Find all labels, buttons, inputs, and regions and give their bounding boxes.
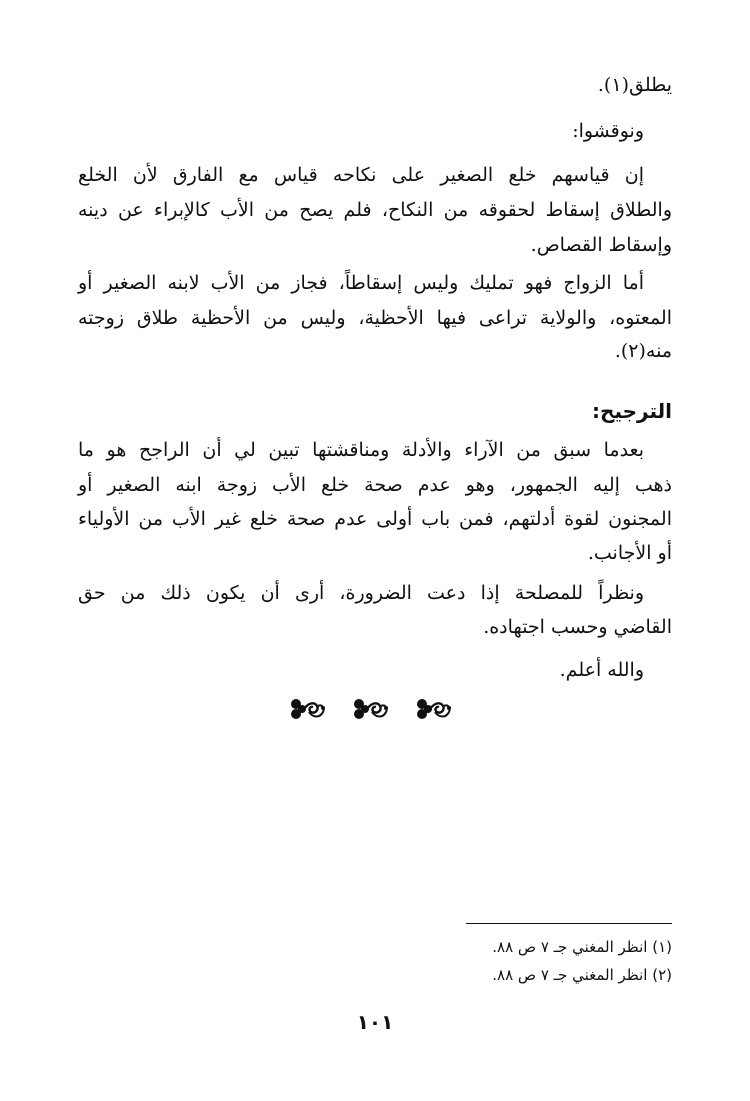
text-line: والطلاق إسقاط لحقوقه من النكاح، فلم يصح من الأب كالإبراء عن دينه	[78, 199, 672, 221]
text-line: يطلق(١).	[597, 74, 672, 96]
closing-line: والله أعلم.	[559, 659, 644, 681]
footnote-separator	[466, 923, 672, 924]
text-line: المعتوه، والولاية تراعى فيها الأحظية، وليس من الأحظية طلاق زوجته	[78, 307, 672, 329]
floral-ornament-icon	[350, 694, 390, 724]
text-line: ونظراً للمصلحة إذا دعت الضرورة، أرى أن يكون ذلك من حق	[78, 582, 644, 604]
text-line: أما الزواج فهو تمليك وليس إسقاطاً، فجاز من الأب لابنه الصغير أو	[78, 272, 644, 294]
section-divider	[0, 694, 750, 728]
text-line: القاضي وحسب اجتهاده.	[483, 616, 672, 638]
section-heading: الترجيح:	[592, 399, 672, 423]
floral-ornament-icon	[413, 694, 453, 724]
text-line: بعدما سبق من الآراء والأدلة ومناقشتها تبين لي أن الراجح هو ما	[78, 439, 644, 461]
text-line: المجنون لقوة أدلتهم، فمن باب أولى عدم صحة خلع غير الأب من الأولياء	[78, 508, 672, 530]
page-number: ١٠١	[356, 1010, 394, 1034]
text-line: وإسقاط القصاص.	[530, 234, 672, 256]
footnote-2: (٢) انظر المغني جـ ٧ ص ٨٨.	[492, 966, 672, 984]
floral-ornament-icon	[287, 694, 327, 724]
text-line: أو الأجانب.	[587, 542, 672, 564]
text-line: منه(٢).	[614, 340, 672, 362]
footnote-1: (١) انظر المغني جـ ٧ ص ٨٨.	[492, 938, 672, 956]
text-line: إن قياسهم خلع الصغير على نكاحه قياس مع الفارق لأن الخلع	[78, 164, 644, 186]
section-label: ونوقشوا:	[572, 120, 644, 142]
text-line: ذهب إليه الجمهور، وهو عدم صحة خلع الأب زوجة ابنه الصغير أو	[78, 474, 672, 496]
